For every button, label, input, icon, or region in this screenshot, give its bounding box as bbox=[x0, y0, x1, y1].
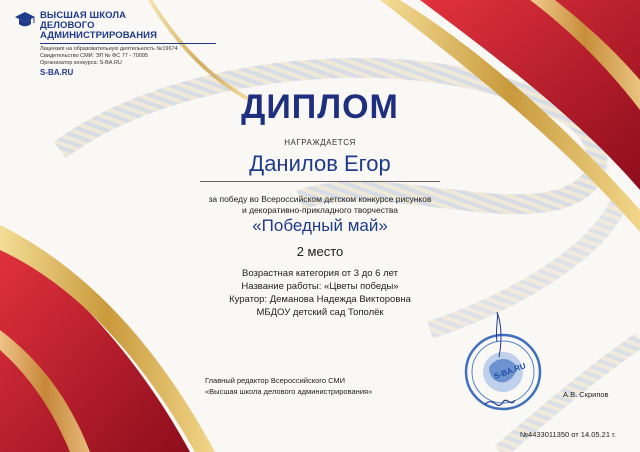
logo-divider bbox=[40, 43, 216, 44]
award-reason bbox=[0, 194, 640, 216]
work-title: Название работы: «Цветы победы» bbox=[241, 281, 399, 292]
recipient-name: Данилов Егор bbox=[249, 151, 391, 176]
school-name: МБДОУ детский сад Тополёк bbox=[256, 307, 384, 318]
editor-block bbox=[205, 376, 372, 397]
document-number: №4433011350 от 14.05.21 г. bbox=[520, 430, 616, 439]
award-reason-line1: за победу во Всероссийском детском конкурсе рисунков bbox=[208, 194, 432, 204]
signer-name: А.В. Скрипов bbox=[563, 390, 609, 399]
awarded-label: НАГРАЖДАЕТСЯ bbox=[284, 138, 356, 147]
license-text: Лицензия на образовательную деятельность №19674 bbox=[40, 46, 178, 52]
graduation-cap-icon bbox=[14, 11, 36, 29]
diploma-title: ДИПЛОМ bbox=[241, 88, 399, 126]
media-certificate-text: Свидетельство СМИ: ЭЛ № ФС 77 - 70095 bbox=[40, 53, 148, 59]
age-category: Возрастная категория от 3 до 6 лет bbox=[242, 268, 398, 279]
name-underline bbox=[200, 181, 440, 182]
place-result: 2 место bbox=[296, 244, 344, 259]
site-link[interactable]: S-BA.RU bbox=[40, 68, 74, 77]
organizer-text: Организатор конкурса: S-BA.RU bbox=[40, 60, 122, 66]
official-stamp bbox=[455, 312, 545, 422]
logo-title-line1: ВЫСШАЯ ШКОЛА bbox=[39, 10, 127, 21]
organization-logo bbox=[14, 11, 214, 77]
logo-title-line2: ДЕЛОВОГО АДМИНИСТРИРОВАНИЯ bbox=[39, 20, 158, 41]
contest-name: «Победный май» bbox=[252, 216, 388, 235]
editor-line2: «Высшая школа делового администрирования» bbox=[205, 386, 373, 396]
editor-line1: Главный редактор Всероссийского СМИ bbox=[205, 376, 346, 385]
curator-name: Куратор: Деманова Надежда Викторовна bbox=[229, 294, 411, 305]
award-reason-line2: и декоративно-прикладного творчества bbox=[241, 205, 398, 215]
stamp-text: S-BA.RU bbox=[492, 361, 527, 382]
